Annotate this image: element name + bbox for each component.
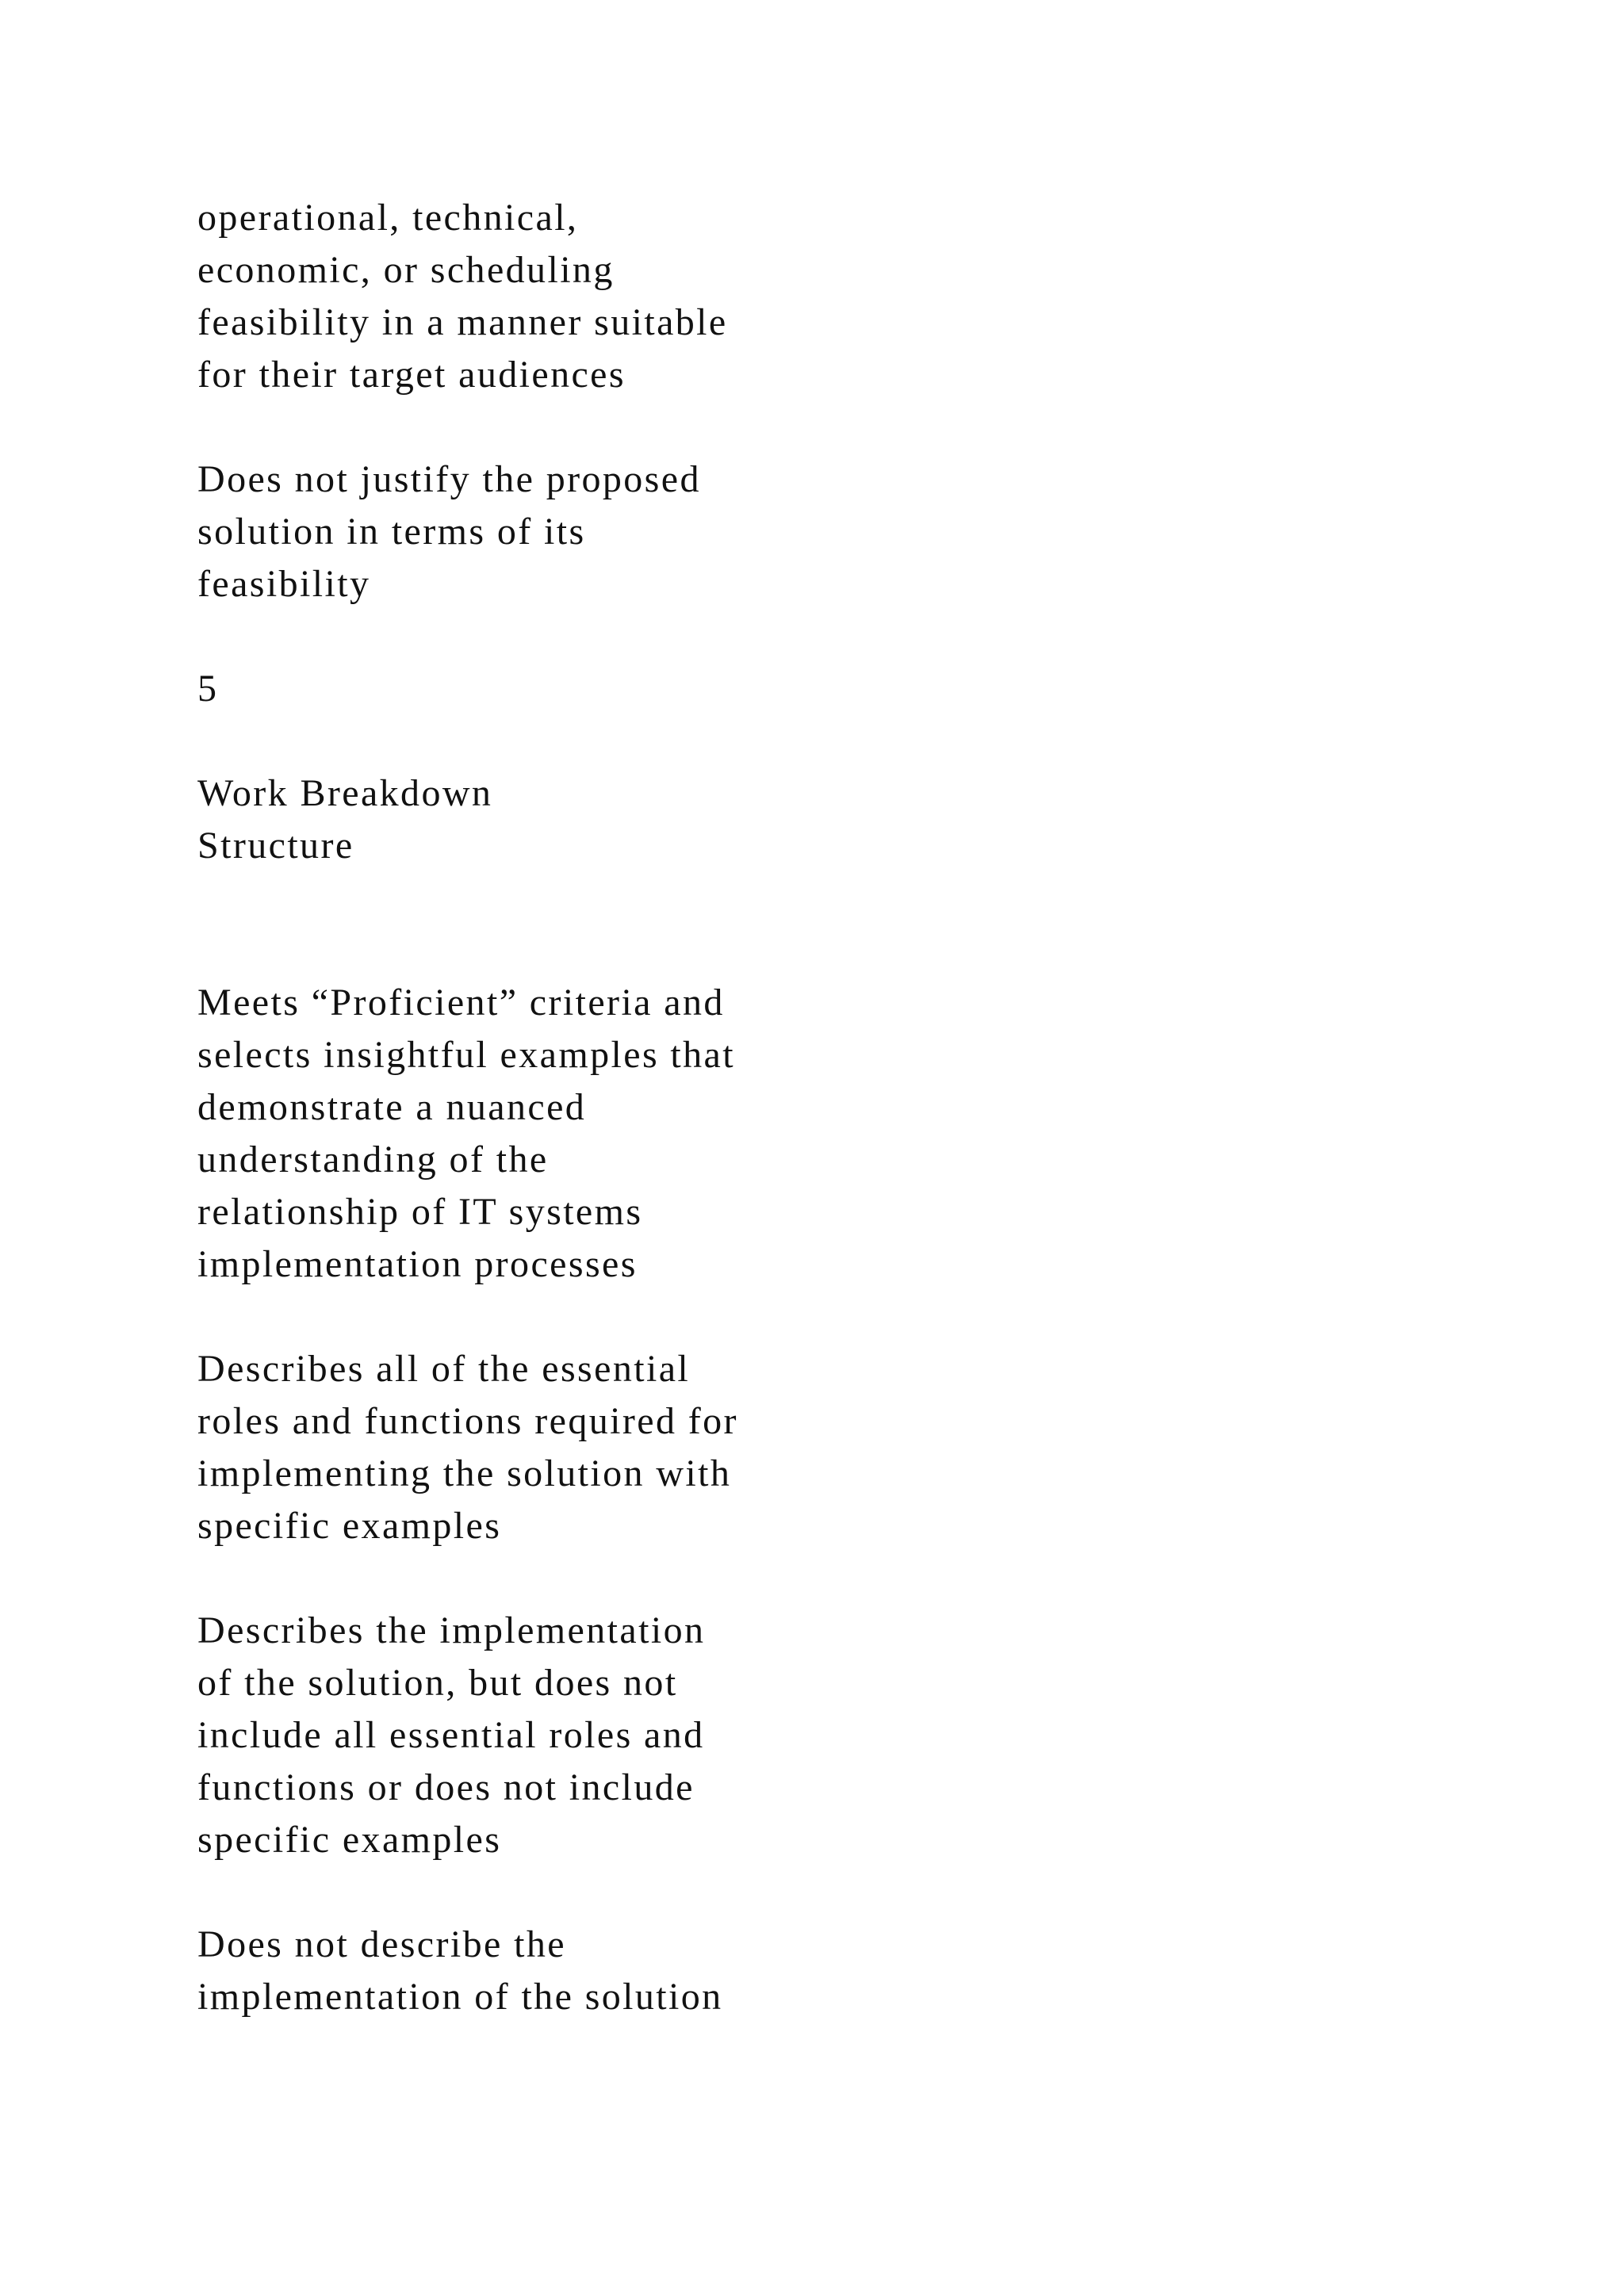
text-line: solution in terms of its xyxy=(197,511,586,553)
document-body xyxy=(197,192,990,2023)
text-line: functions or does not include xyxy=(197,1766,695,1808)
text-line: Work Breakdown xyxy=(197,772,493,814)
text-line: include all essential roles and xyxy=(197,1714,705,1756)
paragraph-not-evident-feasibility xyxy=(197,453,990,610)
paragraph-spacer xyxy=(197,610,990,663)
text-line: Structure xyxy=(197,825,354,867)
section-title xyxy=(197,767,990,872)
text-line: for their target audiences xyxy=(197,354,626,396)
paragraph-spacer xyxy=(197,715,990,767)
section-number: 5 xyxy=(197,668,219,710)
paragraph-spacer xyxy=(197,872,990,977)
text-line: Meets “Proficient” criteria and xyxy=(197,982,725,1024)
paragraph-spacer xyxy=(197,1866,990,1919)
text-line: feasibility xyxy=(197,563,371,605)
text-line: implementing the solution with xyxy=(197,1452,732,1494)
text-line: relationship of IT systems xyxy=(197,1191,643,1233)
paragraph-spacer xyxy=(197,401,990,453)
text-line: Does not describe the xyxy=(197,1923,566,1965)
text-line: demonstrate a nuanced xyxy=(197,1086,587,1128)
text-line: specific examples xyxy=(197,1505,502,1547)
text-line: selects insightful examples that xyxy=(197,1034,735,1076)
paragraph-spacer xyxy=(197,1552,990,1605)
paragraph-exemplary xyxy=(197,977,990,1291)
paragraph-not-evident xyxy=(197,1919,990,2023)
paragraph-needs-improvement xyxy=(197,1605,990,1866)
text-line: economic, or scheduling xyxy=(197,249,615,291)
text-line: understanding of the xyxy=(197,1138,549,1181)
paragraph-spacer xyxy=(197,1291,990,1343)
paragraph-feasibility-criteria xyxy=(197,192,990,401)
paragraph-proficient xyxy=(197,1343,990,1552)
text-line: operational, technical, xyxy=(197,197,579,239)
text-line: specific examples xyxy=(197,1819,502,1861)
text-line: implementation of the solution xyxy=(197,1976,723,2018)
text-line: Describes the implementation xyxy=(197,1609,706,1651)
text-line: Does not justify the proposed xyxy=(197,458,701,500)
text-line: implementation processes xyxy=(197,1243,638,1285)
text-line: roles and functions required for xyxy=(197,1400,738,1442)
text-line: feasibility in a manner suitable xyxy=(197,301,728,343)
text-line: Describes all of the essential xyxy=(197,1348,691,1390)
text-line: of the solution, but does not xyxy=(197,1662,678,1704)
